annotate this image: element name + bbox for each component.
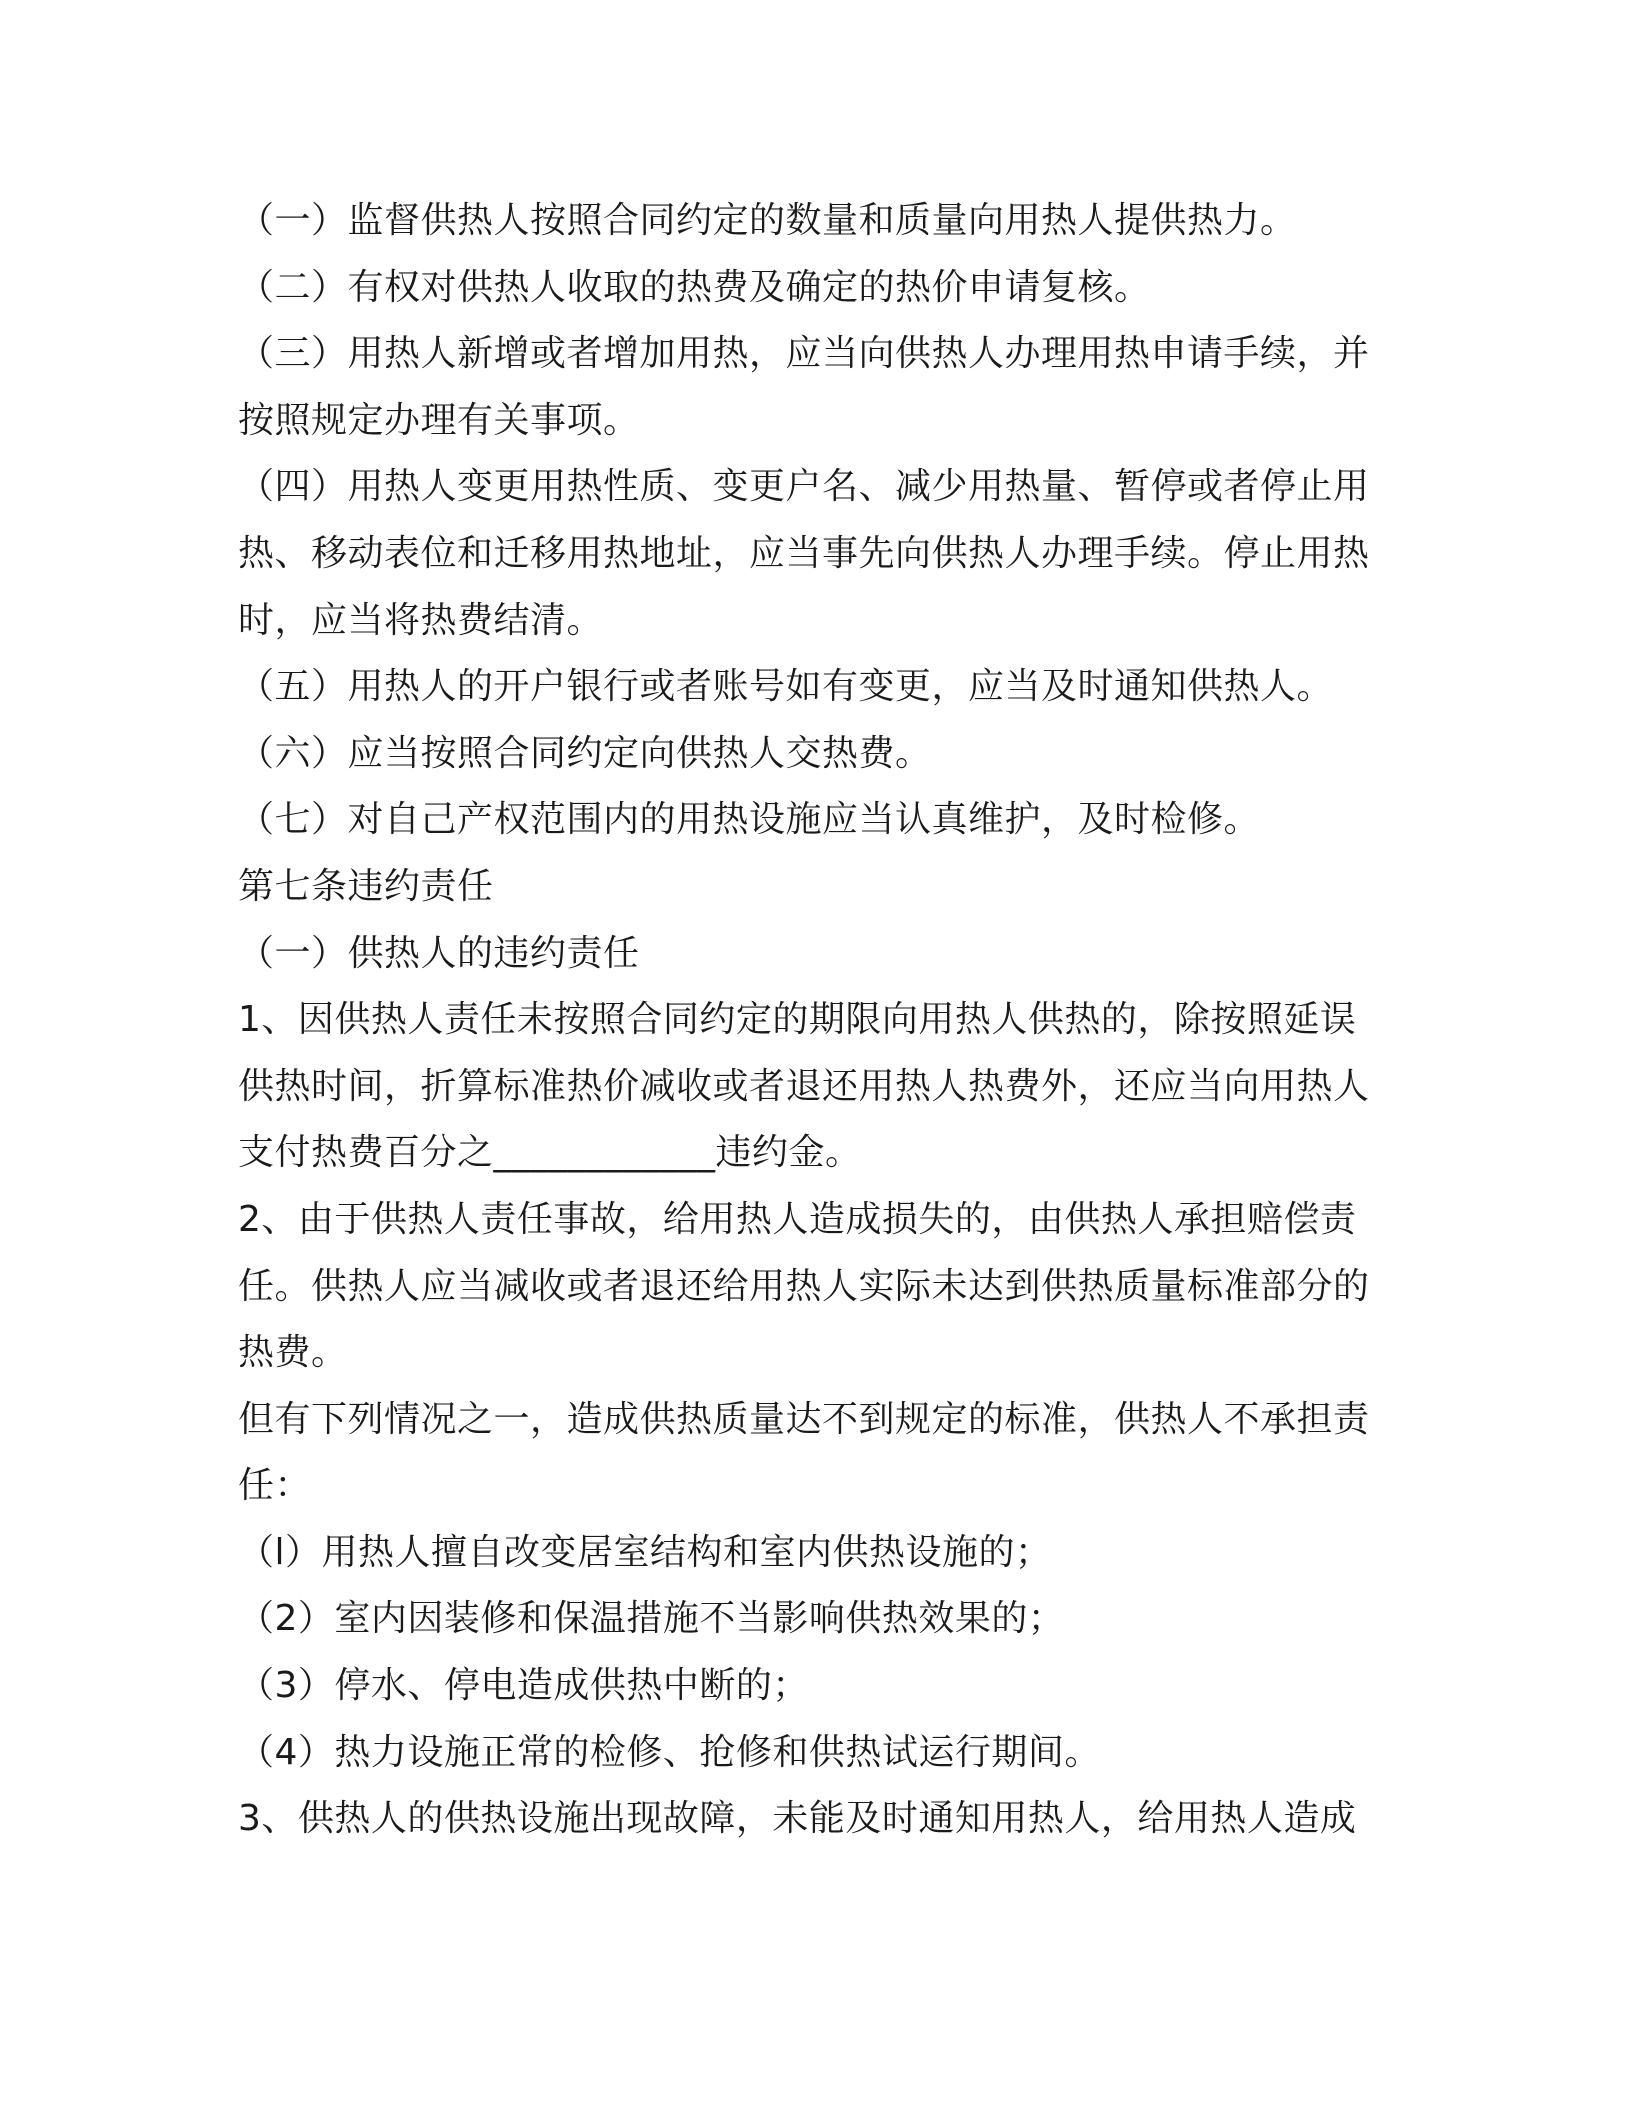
clause-line: 2、由于供热人责任事故，给用热人造成损失的，由供热人承担赔偿责 xyxy=(238,1198,1357,1240)
subsection-heading: （一）供热人的违约责任 xyxy=(238,932,640,974)
document-body xyxy=(238,188,1398,1853)
clause-line: （三）用热人新增或者增加用热，应当向供热人办理用热申请手续，并 xyxy=(238,333,1370,375)
clause-line: （2）室内因装修和保温措施不当影响供热效果的； xyxy=(238,1598,1065,1640)
clause-line: 供热时间，折算标准热价减收或者退还用热人热费外，还应当向用热人 xyxy=(238,1065,1370,1107)
clause-line: 任。供热人应当减收或者退还给用热人实际未达到供热质量标准部分的 xyxy=(238,1265,1370,1307)
clause-line: 按照规定办理有关事项。 xyxy=(238,399,640,441)
clause-line: （六）应当按照合同约定向供热人交热费。 xyxy=(238,732,932,774)
clause-line: 任： xyxy=(238,1465,312,1507)
clause-line: （l）用热人擅自改变居室结构和室内供热设施的； xyxy=(238,1531,1052,1573)
section-heading: 第七条违约责任 xyxy=(238,865,494,907)
clause-line: （二）有权对供热人收取的热费及确定的热价申请复核。 xyxy=(238,266,1151,308)
clause-line: （七）对自己产权范围内的用热设施应当认真维护，及时检修。 xyxy=(238,799,1261,841)
clause-line: 3、供热人的供热设施出现故障，未能及时通知用热人，给用热人造成 xyxy=(238,1798,1357,1840)
clause-line: （五）用热人的开户银行或者账号如有变更，应当及时通知供热人。 xyxy=(238,666,1334,708)
clause-line: （一）监督供热人按照合同约定的数量和质量向用热人提供热力。 xyxy=(238,200,1297,241)
clause-line: 1、因供热人责任未按照合同约定的期限向用热人供热的，除按照延误 xyxy=(238,999,1357,1041)
clause-line: （3）停水、停电造成供热中断的； xyxy=(238,1665,809,1707)
clause-line: （四）用热人变更用热性质、变更户名、减少用热量、暂停或者停止用 xyxy=(238,466,1370,508)
clause-line: （4）热力设施正常的检修、抢修和供热试运行期间。 xyxy=(238,1731,1101,1773)
clause-line: 热费。 xyxy=(238,1332,348,1374)
clause-line: 但有下列情况之一，造成供热质量达不到规定的标准，供热人不承担责 xyxy=(238,1398,1370,1440)
clause-line: 时，应当将热费结清。 xyxy=(238,599,604,641)
clause-line: 热、移动表位和迁移用热地址，应当事先向供热人办理手续。停止用热 xyxy=(238,532,1370,574)
clause-line: 支付热费百分之____________违约金。 xyxy=(238,1132,862,1174)
